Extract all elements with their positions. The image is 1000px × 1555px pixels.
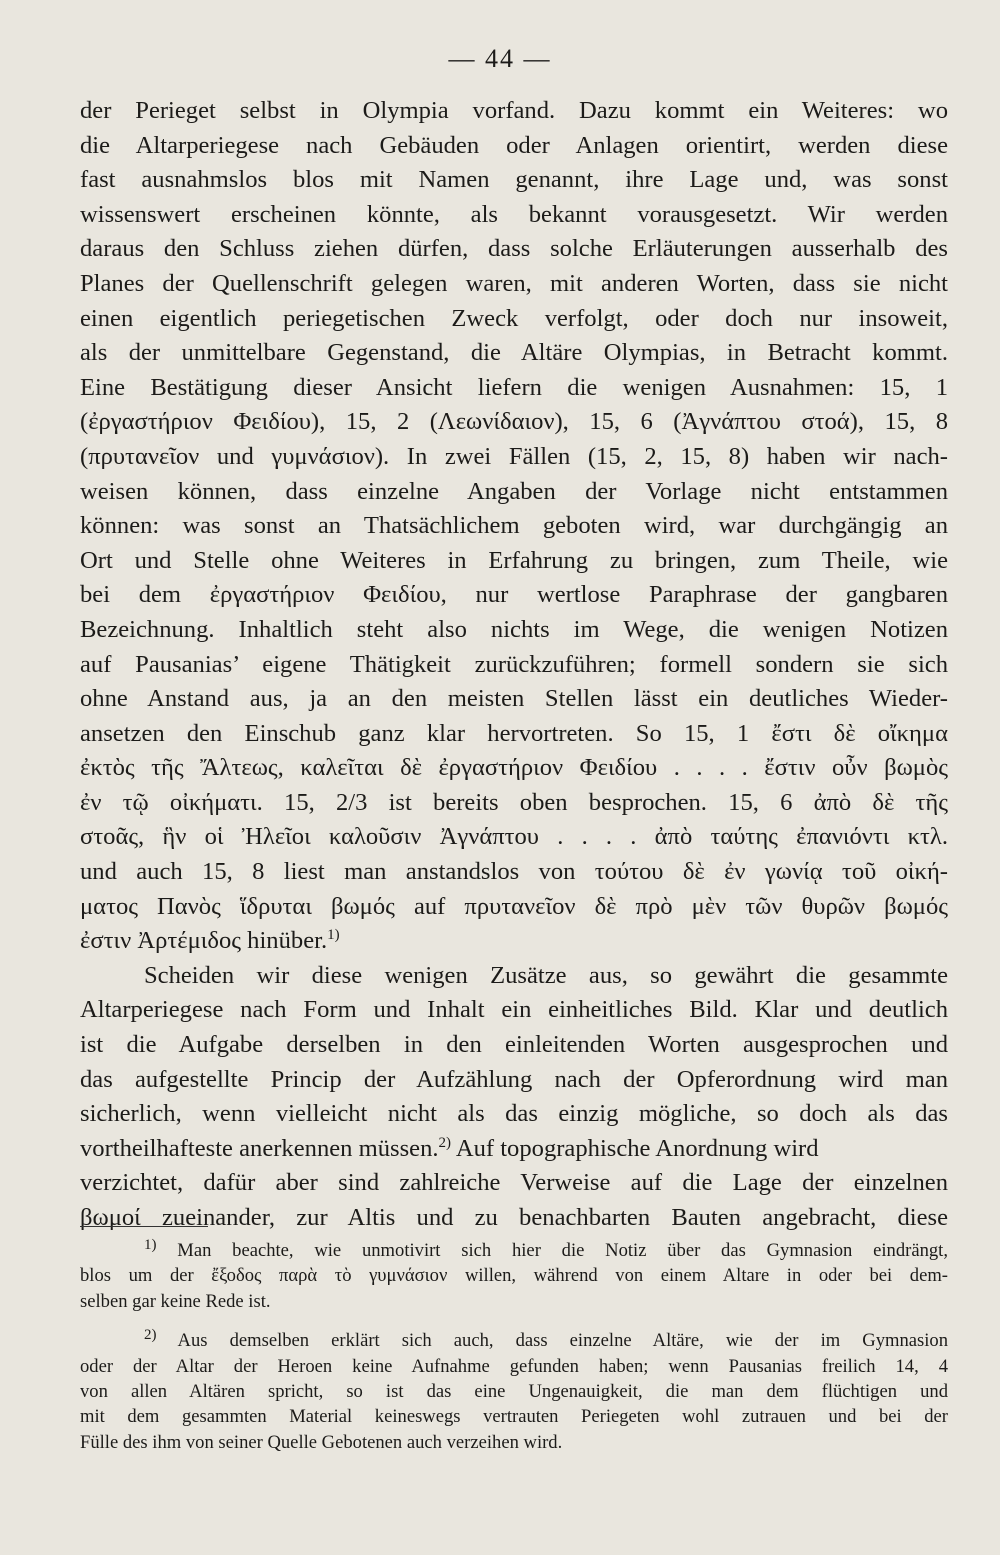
footnote-text: Aus demselben erklärt sich auch, dass einzelne Altäre, wie der im Gymnasion: [177, 1330, 948, 1352]
text-line: Altarperiegese nach Form und Inhalt ein einheitliches Bild. Klar und deutlich: [80, 996, 948, 1024]
text-line: das aufgestellte Princip der Aufzählung nach der Opferordnung wird man: [80, 1065, 948, 1093]
text-line: ἐκτὸς τῆς Ἄλτεως, καλεῖται δὲ ἐργαστήριον Φειδίου . . . . ἔστιν οὖν βωμὸς: [80, 754, 948, 782]
main-text: [80, 94, 948, 1236]
text-line: und auch 15, 8 liest man anstandslos von τούτου δὲ ἐν γωνίᾳ τοῦ οἰκή-: [80, 858, 948, 886]
text-line: (ἐργαστήριον Φειδίου), 15, 2 (Λεωνίδαιον), 15, 6 (Ἀγνάπτου στοά), 15, 8: [80, 408, 948, 436]
text-line: ματος Πανὸς ἵδρυται βωμός auf πρυτανεῖον δὲ πρὸ μὲν τῶν θυρῶν βωμός: [80, 892, 948, 920]
footnote-divider: [80, 1226, 208, 1227]
text-line: ansetzen den Einschub ganz klar hervortreten. So 15, 1 ἔστι δὲ οἴκημα: [80, 719, 948, 747]
text-line: fast ausnahmslos blos mit Namen genannt, ihre Lage und, was sonst: [80, 166, 948, 194]
text-line: (πρυτανεῖον und γυμνάσιον). In zwei Fällen (15, 2, 15, 8) haben wir nach-: [80, 442, 948, 470]
footnote-line: blos um der ἔξοδος παρὰ τὸ γυμνάσιον willen, während von einem Altare in oder bei dem-: [80, 1265, 948, 1287]
footnote-ref-1: 1): [327, 927, 340, 944]
text-line: können: was sonst an Thatsächlichem geboten wird, war durchgängig an: [80, 512, 948, 540]
footnote-gap: [80, 1314, 948, 1328]
text-fragment: vortheilhafteste anerkennen müssen.: [80, 1134, 439, 1162]
text-line: der Perieget selbst in Olympia vorfand. Dazu kommt ein Weiteres: wo: [80, 97, 948, 124]
text-line: βωμοί zueinander, zur Altis und zu benachbarten Bauten angebracht, diese: [80, 1204, 948, 1231]
footnote-line: von allen Altären spricht, so ist das eine Ungenauigkeit, die man dem flüchtigen und: [80, 1380, 948, 1402]
footnote-mark: 1): [144, 1238, 157, 1253]
text-line: daraus den Schluss ziehen dürfen, dass solche Erläuterungen ausserhalb des: [80, 235, 948, 263]
text-line: Ort und Stelle ohne Weiteres in Erfahrung zu bringen, zum Theile, wie: [80, 546, 948, 574]
text-line: Eine Bestätigung dieser Ansicht liefern die wenigen Ausnahmen: 15, 1: [80, 373, 948, 401]
text-line: einen eigentlich periegetischen Zweck verfolgt, oder doch nur insoweit,: [80, 304, 948, 332]
text-fragment: ἐστιν Ἀρτέμιδος hinüber.: [80, 927, 328, 955]
footnote-ref-2: 2): [438, 1134, 452, 1151]
page-number: — 44 —: [448, 44, 552, 73]
text-line: [80, 924, 948, 959]
footnote-mark: 2): [144, 1328, 157, 1343]
footnote-text: Man beachte, wie unmotivirt sich hier die Notiz über das Gymnasion eindrängt,: [177, 1240, 948, 1261]
footnote-line: oder der Altar der Heroen keine Aufnahme gefunden haben; wenn Pausanias freilich 14, 4: [80, 1355, 948, 1377]
text-line: στοᾶς, ἣν οἱ Ἠλεῖοι καλοῦσιν Ἀγνάπτου . . . . ἀπὸ ταύτης ἐπανιόντι κτλ.: [80, 823, 948, 851]
footnote-2: [80, 1328, 948, 1353]
text-line: die Altarperiegese nach Gebäuden oder Anlagen orientirt, werden diese: [80, 131, 948, 159]
text-line: Bezeichnung. Inhaltlich steht also nichts im Wege, die wenigen Notizen: [80, 615, 948, 643]
text-line: wissenswert erscheinen könnte, als bekannt vorausgesetzt. Wir werden: [80, 200, 948, 228]
footnote-line: mit dem gesammten Material keineswegs vertrauten Periegeten wohl zutrauen und bei der: [80, 1406, 948, 1428]
footnotes: [80, 1238, 948, 1455]
text-line: [80, 1132, 948, 1167]
footnote-line: Fülle des ihm von seiner Quelle Gebotenen auch verzeihen wird.: [80, 1431, 563, 1453]
text-line: Planes der Quellenschrift gelegen waren, mit anderen Worten, dass sie nicht: [80, 269, 948, 297]
text-line: ist die Aufgabe derselben in den einleitenden Worten ausgesprochen und: [80, 1031, 948, 1059]
text-line: ohne Anstand aus, ja an den meisten Stellen lässt ein deutliches Wieder-: [80, 685, 948, 713]
text-fragment: Auf topographische Anordnung wird: [455, 1134, 819, 1162]
paragraph-first-line: Scheiden wir diese wenigen Zusätze aus, so gewährt die gesammte: [144, 961, 948, 989]
text-line: ἐν τῷ οἰκήματι. 15, 2/3 ist bereits oben besprochen. 15, 6 ἀπὸ δὲ τῆς: [80, 788, 948, 816]
footnote-line: selben gar keine Rede ist.: [80, 1290, 271, 1312]
text-line: sicherlich, wenn vielleicht nicht als das einzig mögliche, so doch als das: [80, 1100, 948, 1128]
text-line: verzichtet, dafür aber sind zahlreiche Verweise auf die Lage der einzelnen: [80, 1169, 948, 1197]
text-line: auf Pausanias’ eigene Thätigkeit zurückzuführen; formell sondern sie sich: [80, 650, 948, 678]
text-line: bei dem ἐργαστήριον Φειδίου, nur wertlose Paraphrase der gangbaren: [80, 581, 948, 609]
text-line: weisen können, dass einzelne Angaben der Vorlage nicht entstammen: [80, 477, 948, 505]
text-line: als der unmittelbare Gegenstand, die Altäre Olympias, in Betracht kommt.: [80, 339, 948, 367]
footnote-1: [80, 1238, 948, 1263]
